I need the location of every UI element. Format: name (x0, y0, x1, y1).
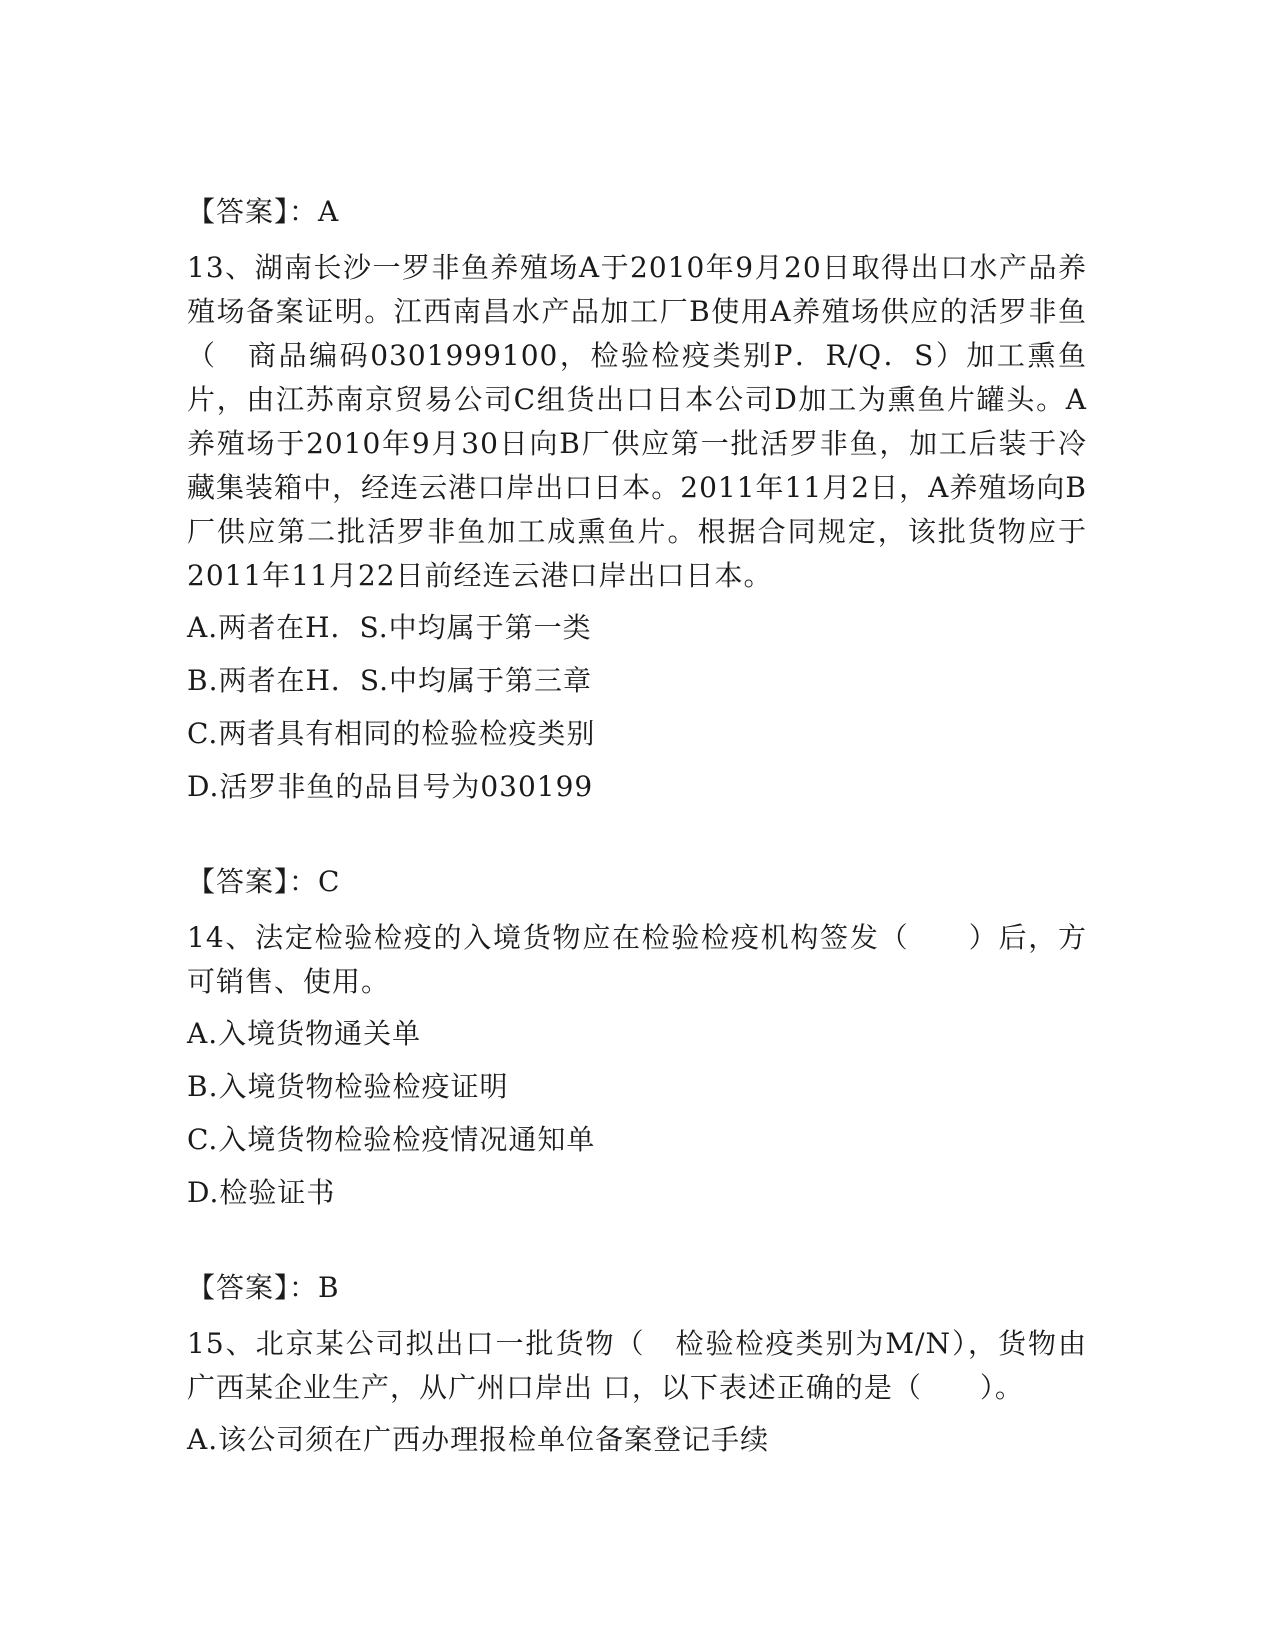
document-page (187, 190, 1087, 1462)
answer-12: 【答案】：A (187, 195, 340, 228)
question-13-option-c: C.两者具有相同的检验检疫类别 (187, 717, 596, 750)
answer-14: 【答案】：B (187, 1271, 340, 1304)
question-15-text: 15、北京某公司拟出口一批货物（ 检验检疫类别为M/N），货物由广西某企业生产，从广州口岸出 口，以下表述正确的是（ ）。 (187, 1327, 1087, 1404)
question-14-option-b: B.入境货物检验检疫证明 (187, 1070, 509, 1103)
question-15-option-a: A.该公司须在广西办理报检单位备案登记手续 (187, 1423, 770, 1456)
answer-13: 【答案】：C (187, 865, 341, 898)
question-15-options (187, 1418, 1087, 1462)
question-13-option-a: A.两者在H．S.中均属于第一类 (187, 611, 592, 644)
question-15 (187, 1322, 1087, 1462)
question-13-text: 13、湖南长沙一罗非鱼养殖场A于2010年9月20日取得出口水产品养殖场备案证明。江西南昌水产品加工厂B使用A养殖场供应的活罗非鱼（ 商品编码0301999100，检验检疫类别P．R/Q．S）加工熏鱼片，由江苏南京贸易公司C组货出口日本公司D加工为熏鱼片罐头。A养殖场于2010年9月30日向B厂供应第一批活罗非鱼，加工后装于冷藏集装箱中，经连云港口岸出口日本。2011年11月2日，A养殖场向B厂供应第二批活罗非鱼加工成熏鱼片。根据合同规定，该批货物应于2011年11月22日前经连云港口岸出口日本。 (187, 251, 1087, 592)
question-14-text: 14、法定检验检疫的入境货物应在检验检疫机构签发（ ）后，方可销售、使用。 (187, 921, 1087, 998)
question-13-options (187, 606, 1087, 809)
question-14-option-a: A.入境货物通关单 (187, 1017, 422, 1050)
question-14-option-c: C.入境货物检验检疫情况通知单 (187, 1123, 596, 1156)
question-14-option-d: D.检验证书 (187, 1176, 336, 1209)
question-13-option-d: D.活罗非鱼的品目号为030199 (187, 770, 594, 803)
question-13-option-b: B.两者在H．S.中均属于第三章 (187, 664, 592, 697)
question-14 (187, 916, 1087, 1310)
question-14-options (187, 1012, 1087, 1215)
question-13 (187, 246, 1087, 904)
